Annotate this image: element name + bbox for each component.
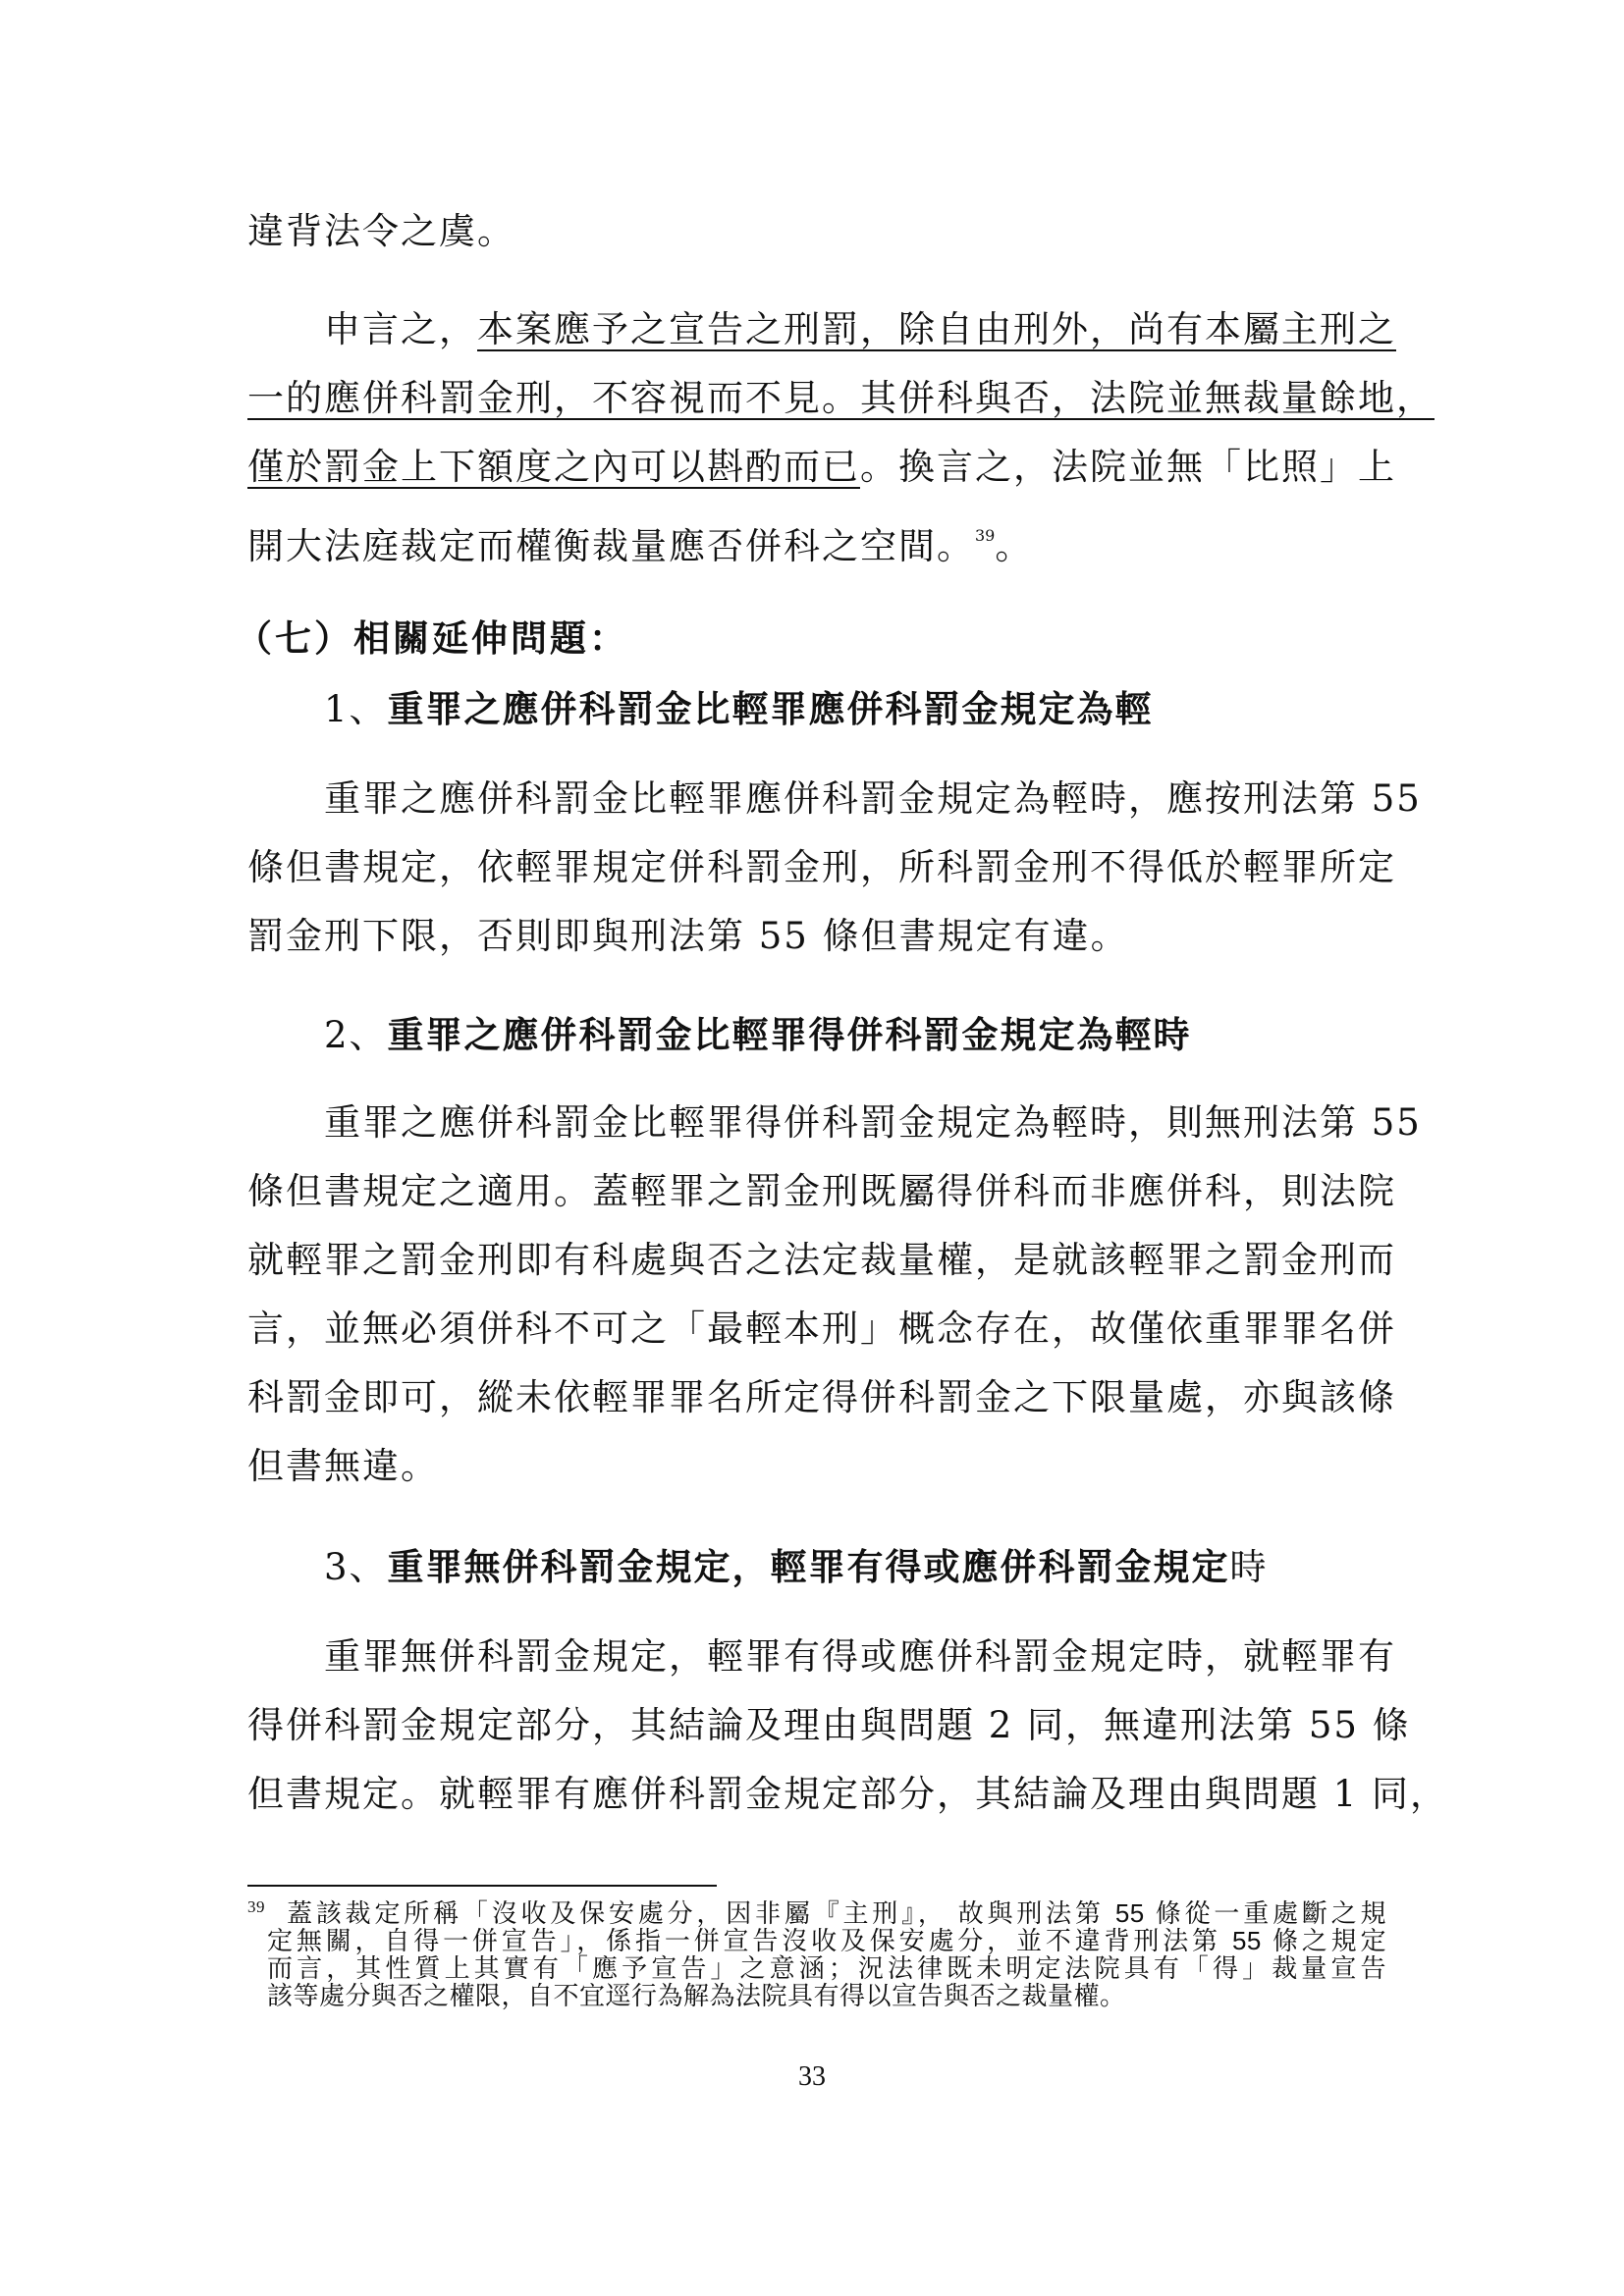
q2-line-5: 科罰金即可，縱未依輕罪罪名所定得併科罰金之下限量處，亦與該條: [247, 1376, 1396, 1418]
q1-line-2: 條但書規定，依輕罪規定併科罰金刑，所科罰金刑不得低於輕罪所定: [247, 846, 1396, 888]
section-heading: （七）相關延伸問題：: [236, 616, 628, 660]
footnote-line: 定無關，自得一併宣告」，係指一併宣告沒收及保安處分，並不違背刑法第 55 條之規定: [267, 1926, 1386, 1955]
paragraph-1-line-1: [324, 306, 1396, 353]
q3-line-1: 重罪無併科罰金規定，輕罪有得或應併科罰金規定時，就輕罪有: [324, 1635, 1396, 1678]
subheading-number: 3、: [324, 1546, 388, 1588]
text-fragment: 。換言之，法院並無「比照」上: [860, 446, 1396, 488]
page-number: 33: [798, 2061, 826, 2092]
footnote-line: 該等處分與否之權限，自不宜逕行為解為法院具有得以宣告與否之裁量權。: [267, 1981, 1126, 2010]
underlined-text: 本案應予之宣告之刑罰，除自由刑外，尚有本屬主刑之: [477, 308, 1396, 350]
text-line: 違背法令之虞。: [247, 210, 515, 252]
footnote-reference[interactable]: 39: [975, 526, 996, 545]
paragraph-1-line-3: [247, 444, 1396, 491]
footnote-number: 39: [247, 1897, 265, 1916]
q1-line-3: 罰金刑下限，否則即與刑法第 55 條但書規定有違。: [247, 915, 1129, 957]
footnote-line: 而言，其性質上其實有「應予宣告」之意涵；況法律既未明定法院具有「得」裁量宣告: [267, 1953, 1386, 1983]
subheading-number: 2、: [324, 1014, 388, 1056]
subheading-tail: 時: [1229, 1546, 1269, 1588]
q3-line-2: 得併科罰金規定部分，其結論及理由與問題 2 同，無違刑法第 55 條: [247, 1704, 1411, 1746]
q2-line-3: 就輕罪之罰金刑即有科處與否之法定裁量權，是就該輕罪之罰金刑而: [247, 1239, 1396, 1281]
q2-line-4: 言，並無必須併科不可之「最輕本刑」概念存在，故僅依重罪罪名併: [247, 1308, 1396, 1350]
underlined-text: 僅於罰金上下額度之內可以斟酌而已: [247, 446, 860, 488]
subheading-text: 重罪之應併科罰金比輕罪應併科罰金規定為輕: [387, 687, 1154, 730]
subheading-1: [324, 679, 1154, 732]
subheading-text: 重罪無併科罰金規定，輕罪有得或應併科罰金規定: [387, 1545, 1230, 1588]
text-fragment: 開大法庭裁定而權衡裁量應否併科之空間。: [247, 525, 975, 567]
text-fragment: 。: [995, 525, 1034, 567]
subheading-text: 重罪之應併科罰金比輕罪得併科罰金規定為輕時: [387, 1013, 1192, 1056]
paragraph-continuation: [247, 208, 515, 255]
subheading-2: [324, 1005, 1192, 1058]
q2-line-1: 重罪之應併科罰金比輕罪得併科罰金規定為輕時，則無刑法第 55: [324, 1101, 1422, 1144]
subheading-3: [324, 1537, 1269, 1590]
footnote-line: 蓋該裁定所稱「沒收及保安處分，因非屬『主刑』， 故與刑法第 55 條從一重處斷之規: [287, 1898, 1386, 1928]
footnote: [247, 1899, 1386, 2009]
paragraph-1-line-4: [247, 512, 1033, 570]
q1-line-1: 重罪之應併科罰金比輕罪應併科罰金規定為輕時，應按刑法第 55: [324, 777, 1422, 820]
q2-line-6: 但書無違。: [247, 1445, 439, 1487]
q3-line-3: 但書規定。就輕罪有應併科罰金規定部分，其結論及理由與問題 1 同，: [247, 1773, 1449, 1815]
q2-line-2: 條但書規定之適用。蓋輕罪之罰金刑既屬得併科而非應併科，則法院: [247, 1170, 1396, 1212]
paragraph-1-line-2: [247, 375, 1435, 422]
subheading-number: 1、: [324, 688, 388, 730]
text-fragment: 申言之，: [324, 308, 477, 350]
footnote-separator: [247, 1885, 717, 1887]
underlined-text: 一的應併科罰金刑，不容視而不見。其併科與否，法院並無裁量餘地，: [247, 377, 1435, 419]
